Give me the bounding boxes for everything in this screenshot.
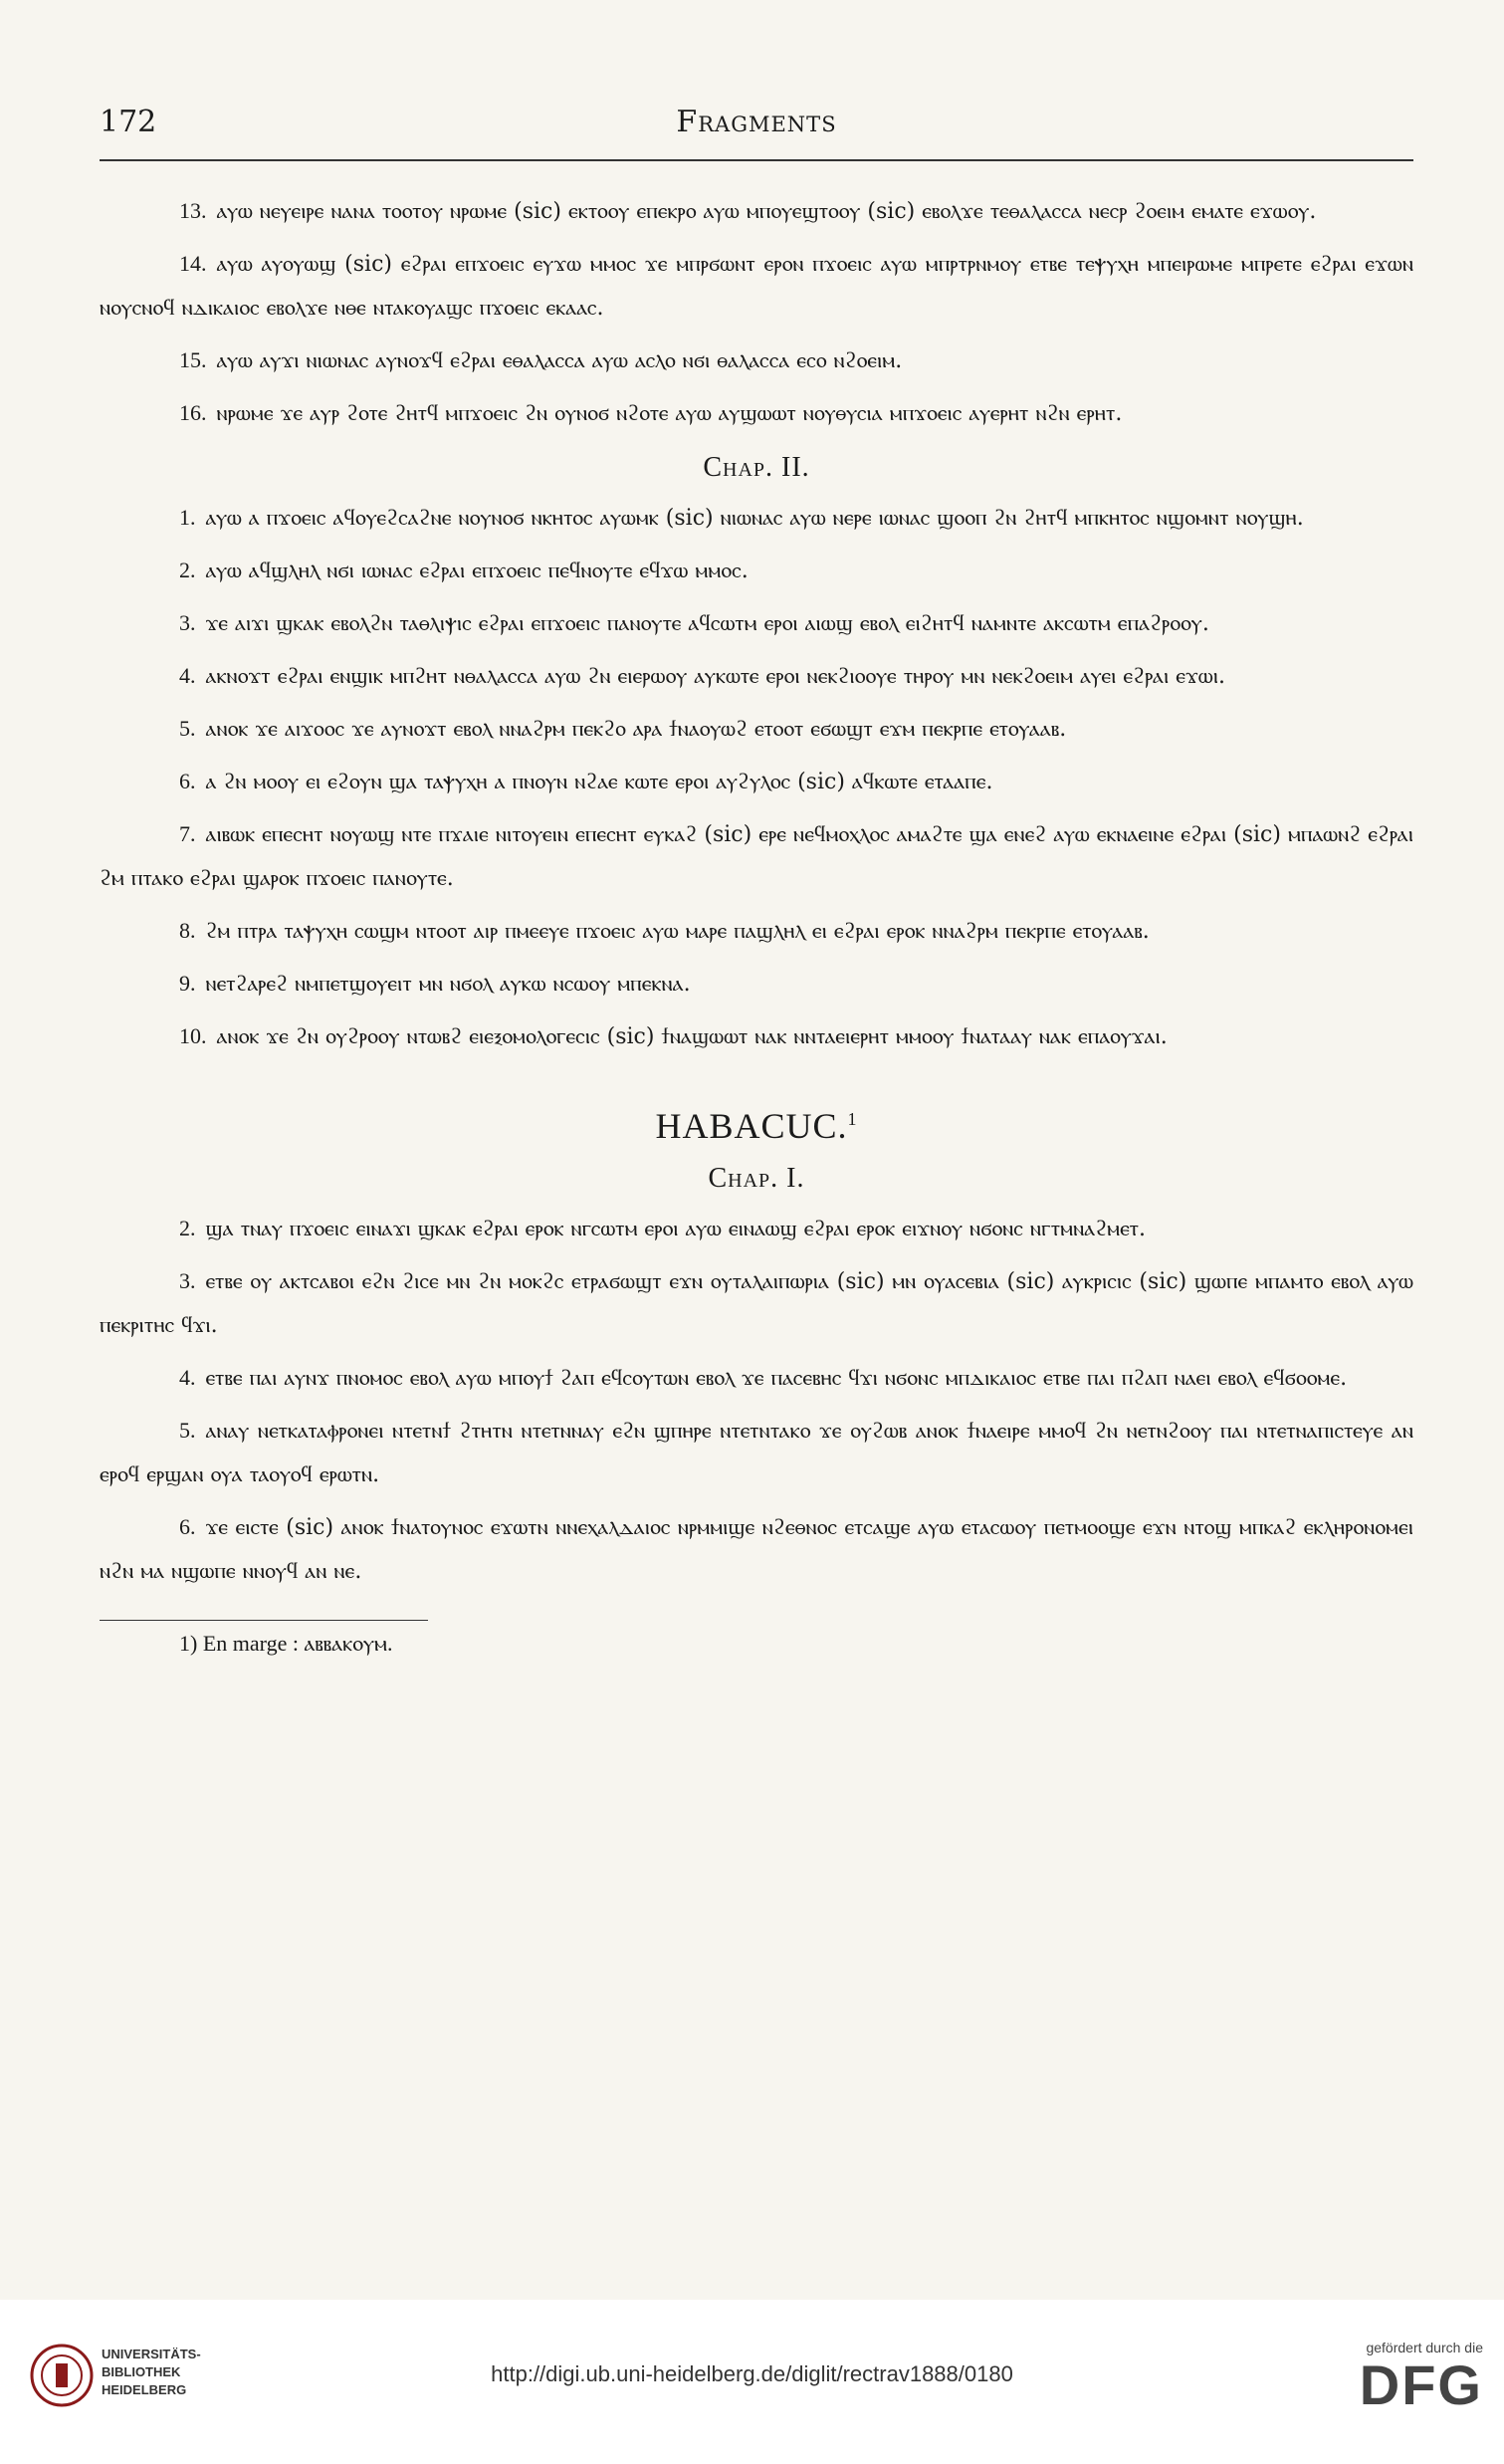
verse-text: ϩⲙ ⲡⲧⲣⲁ ⲧⲁⲯⲩⲭⲏ ⲥⲱϣⲙ ⲛⲧⲟⲟⲧ ⲁⲓⲣ ⲡⲙⲉⲉⲩⲉ ⲡϫⲟⲉⲓⲥ ⲁⲩⲱ ⲙⲁⲣⲉ ⲡⲁϣⲗⲏⲗ ⲉⲓ ⲉϩⲣⲁⲓ ⲉⲣⲟⲕ ⲛⲛⲁϩⲣⲙ ⲡⲉⲕⲣⲡⲉ ⲉⲧⲟⲩⲁⲁⲃ. xyxy=(205,919,1150,944)
verse-number: 6. xyxy=(179,1514,196,1539)
verse xyxy=(100,1505,1413,1594)
verse-text: ϫⲉ ⲉⲓⲥⲧⲉ (sic) ⲁⲛⲟⲕ ϯⲛⲁⲧⲟⲩⲛⲟⲥ ⲉϫⲱⲧⲛ ⲛⲛⲉⲭⲁⲗⲇⲁⲓⲟⲥ ⲛⲣⲙⲙⲓϣⲉ ⲛϩⲉⲑⲛⲟⲥ ⲉⲧⲥⲁϣⲉ ⲁⲩⲱ ⲉⲧⲁⲥⲱⲟⲩ ⲡⲉⲧⲙⲟⲟϣⲉ ⲉϫⲛ ⲛⲧⲟϣ ⲙⲡⲕⲁϩ ⲉⲕⲗⲏⲣⲟⲛⲟⲙⲉⲓ ⲛϩⲛ ⲙⲁ ⲛϣⲱⲡⲉ ⲛⲛⲟⲩϥ ⲁⲛ ⲛⲉ. xyxy=(100,1515,1413,1584)
verse xyxy=(100,654,1413,699)
verse xyxy=(100,760,1413,804)
verse xyxy=(100,496,1413,541)
verse-text: ⲁⲩⲱ ⲁⲩϫⲓ ⲛⲓⲱⲛⲁⲥ ⲁⲩⲛⲟϫϥ ⲉϩⲣⲁⲓ ⲉⲑⲁⲗⲁⲥⲥⲁ ⲁⲩⲱ ⲁⲥⲗⲟ ⲛϭⲓ ⲑⲁⲗⲁⲥⲥⲁ ⲉⲥⲟ ⲛϩⲟⲉⲓⲙ. xyxy=(216,348,903,373)
verse xyxy=(100,962,1413,1007)
verse-text: ϣⲁ ⲧⲛⲁⲩ ⲡϫⲟⲉⲓⲥ ⲉⲓⲛⲁϫⲓ ϣⲕⲁⲕ ⲉϩⲣⲁⲓ ⲉⲣⲟⲕ ⲛⲅⲥⲱⲧⲙ ⲉⲣⲟⲓ ⲁⲩⲱ ⲉⲓⲛⲁⲱϣ ⲉϩⲣⲁⲓ ⲉⲣⲟⲕ ⲉⲓϫⲛⲟⲩ ⲛϭⲟⲛⲥ ⲛⲅⲧⲙⲛⲁϩⲙⲉⲧ. xyxy=(205,1217,1147,1241)
verse-number: 5. xyxy=(179,1418,196,1443)
source-url-link[interactable]: http://digi.ub.uni-heidelberg.de/diglit/rectrav1888/0180 xyxy=(491,2361,1013,2386)
verse-text: ⲁⲩⲱ ⲛⲉⲩⲉⲓⲣⲉ ⲛⲁⲛⲁ ⲧⲟⲟⲧⲟⲩ ⲛⲣⲱⲙⲉ (sic) ⲉⲕⲧⲟⲟⲩ ⲉⲡⲉⲕⲣⲟ ⲁⲩⲱ ⲙⲡⲟⲩⲉϣⲧⲟⲟⲩ (sic) ⲉⲃⲟⲗϫⲉ ⲧⲉⲑⲁⲗⲁⲥⲥⲁ ⲛⲉⲥⲣ ϩⲟⲉⲓⲙ ⲉⲙⲁⲧⲉ ⲉϫⲱⲟⲩ. xyxy=(216,199,1317,224)
verse xyxy=(100,909,1413,954)
verse-text: ⲁⲩⲱ ⲁⲩⲟⲩⲱϣ (sic) ⲉϩⲣⲁⲓ ⲉⲡϫⲟⲉⲓⲥ ⲉⲩϫⲱ ⲙⲙⲟⲥ ϫⲉ ⲙⲡⲣϭⲱⲛⲧ ⲉⲣⲟⲛ ⲡϫⲟⲉⲓⲥ ⲁⲩⲱ ⲙⲡⲣⲧⲣⲛⲙⲟⲩ ⲉⲧⲃⲉ ⲧⲉⲯⲩⲭⲏ ⲙⲡⲉⲓⲣⲱⲙⲉ ⲙⲡⲣⲉⲧⲉ ⲉϩⲣⲁⲓ ⲉϫⲱⲛ ⲛⲟⲩⲥⲛⲟϥ ⲛⲇⲓⲕⲁⲓⲟⲥ ⲉⲃⲟⲗϫⲉ ⲛⲑⲉ ⲛⲧⲁⲕⲟⲩⲁϣⲥ ⲡϫⲟⲉⲓⲥ ⲉⲕⲁⲁⲥ. xyxy=(100,252,1413,321)
verse-number: 5. xyxy=(179,716,196,741)
verse-number: 4. xyxy=(179,1365,196,1390)
page-header xyxy=(100,105,1413,144)
verse-number: 16. xyxy=(179,400,207,425)
verse-text: ⲛⲣⲱⲙⲉ ϫⲉ ⲁⲩⲣ ϩⲟⲧⲉ ϩⲏⲧϥ ⲙⲡϫⲟⲉⲓⲥ ϩⲛ ⲟⲩⲛⲟϭ ⲛϩⲟⲧⲉ ⲁⲩⲱ ⲁⲩϣⲱⲱⲧ ⲛⲟⲩⲑⲩⲥⲓⲁ ⲙⲡϫⲟⲉⲓⲥ ⲁⲩⲉⲣⲏⲧ ⲛϩⲛ ⲉⲣⲏⲧ. xyxy=(216,401,1123,426)
verse xyxy=(100,1014,1413,1059)
verse xyxy=(100,549,1413,593)
verse-text: ⲁ ϩⲛ ⲙⲟⲟⲩ ⲉⲓ ⲉϩⲟⲩⲛ ϣⲁ ⲧⲁⲯⲩⲭⲏ ⲁ ⲡⲛⲟⲩⲛ ⲛϩⲁⲉ ⲕⲱⲧⲉ ⲉⲣⲟⲓ ⲁⲩϩⲩⲗⲟⲥ (sic) ⲁϥⲕⲱⲧⲉ ⲉⲧⲁⲁⲡⲉ. xyxy=(205,770,993,794)
book-title xyxy=(100,1105,1413,1147)
verse-text: ⲁⲕⲛⲟϫⲧ ⲉϩⲣⲁⲓ ⲉⲛϣⲓⲕ ⲙⲡϩⲏⲧ ⲛⲑⲁⲗⲁⲥⲥⲁ ⲁⲩⲱ ϩⲛ ⲉⲓⲉⲣⲱⲟⲩ ⲁⲩⲕⲱⲧⲉ ⲉⲣⲟⲓ ⲛⲉⲕϩⲓⲟⲟⲩⲉ ⲧⲏⲣⲟⲩ ⲙⲛ ⲛⲉⲕϩⲟⲉⲓⲙ ⲁⲩⲉⲓ ⲉϩⲣⲁⲓ ⲉϫⲱⲓ. xyxy=(205,664,1225,689)
page-number: 172 xyxy=(100,105,157,139)
verse-number: 3. xyxy=(179,610,196,635)
chapter-2-verses xyxy=(100,496,1413,1059)
verse-text: ⲁⲓⲃⲱⲕ ⲉⲡⲉⲥⲏⲧ ⲛⲟⲩⲱϣ ⲛⲧⲉ ⲡϫⲁⲓⲉ ⲛⲓⲧⲟⲩⲉⲓⲛ ⲉⲡⲉⲥⲏⲧ ⲉⲩⲕⲁϩ (sic) ⲉⲣⲉ ⲛⲉϥⲙⲟⲭⲗⲟⲥ ⲁⲙⲁϩⲧⲉ ϣⲁ ⲉⲛⲉϩ ⲁⲩⲱ ⲉⲕⲛⲁⲉⲓⲛⲉ ⲉϩⲣⲁⲓ (sic) ⲙⲡⲁⲱⲛϩ ⲉϩⲣⲁⲓ ϩⲙ ⲡⲧⲁⲕⲟ ⲉϩⲣⲁⲓ ϣⲁⲣⲟⲕ ⲡϫⲟⲉⲓⲥ ⲡⲁⲛⲟⲩⲧⲉ. xyxy=(100,822,1413,891)
verse xyxy=(100,189,1413,234)
footnote: 1) En marge : ⲁⲃⲃⲁⲕⲟⲩⲙ. xyxy=(179,1631,393,1656)
book-title-text: HABACUC. xyxy=(655,1106,848,1146)
verse-number: 14. xyxy=(179,251,207,276)
library-name-line: UNIVERSITÄTS- xyxy=(102,2347,201,2361)
library-name-line: BIBLIOTHEK xyxy=(102,2364,181,2379)
verse-text: ⲉⲧⲃⲉ ⲡⲁⲓ ⲁⲩⲛϫ ⲡⲛⲟⲙⲟⲥ ⲉⲃⲟⲗ ⲁⲩⲱ ⲙⲡⲟⲩϯ ϩⲁⲡ ⲉϥⲥⲟⲩⲧⲱⲛ ⲉⲃⲟⲗ ϫⲉ ⲡⲁⲥⲉⲃⲏⲥ ϥϫⲓ ⲛϭⲟⲛⲥ ⲙⲡⲇⲓⲕⲁⲓⲟⲥ ⲉⲧⲃⲉ ⲡⲁⲓ ⲡϩⲁⲡ ⲛⲁⲉⲓ ⲉⲃⲟⲗ ⲉϥϭⲟⲟⲙⲉ. xyxy=(205,1366,1348,1391)
verse-text: ϫⲉ ⲁⲓϫⲓ ϣⲕⲁⲕ ⲉⲃⲟⲗϩⲛ ⲧⲁⲑⲗⲓⲯⲓⲥ ⲉϩⲣⲁⲓ ⲉⲡϫⲟⲉⲓⲥ ⲡⲁⲛⲟⲩⲧⲉ ⲁϥⲥⲱⲧⲙ ⲉⲣⲟⲓ ⲁⲓⲱϣ ⲉⲃⲟⲗ ⲉⲓϩⲏⲧϥ ⲛⲁⲙⲛⲧⲉ ⲁⲕⲥⲱⲧⲙ ⲉⲡⲁϩⲣⲟⲟⲩ. xyxy=(205,611,1209,636)
dfg-wordmark: DFG xyxy=(1359,2353,1483,2416)
habacuc-verses xyxy=(100,1207,1413,1594)
verse-number: 10. xyxy=(179,1023,207,1048)
verse xyxy=(100,707,1413,752)
verse xyxy=(100,391,1413,436)
header-rule xyxy=(100,159,1413,161)
verse-number: 6. xyxy=(179,769,196,793)
footnote-rule xyxy=(100,1620,428,1621)
verse xyxy=(100,1356,1413,1401)
chapter-heading: Chap. II. xyxy=(703,452,810,483)
verse-number: 2. xyxy=(179,558,196,582)
verse-number: 8. xyxy=(179,918,196,943)
verse-text: ⲁⲛⲁⲩ ⲛⲉⲧⲕⲁⲧⲁⲫⲣⲟⲛⲉⲓ ⲛⲧⲉⲧⲛϯ ϩⲧⲏⲧⲛ ⲛⲧⲉⲧⲛⲛⲁⲩ ⲉϩⲛ ϣⲡⲏⲣⲉ ⲛⲧⲉⲧⲛⲧⲁⲕⲟ ϫⲉ ⲟⲩϩⲱⲃ ⲁⲛⲟⲕ ϯⲛⲁⲉⲓⲣⲉ ⲙⲙⲟϥ ϩⲛ ⲛⲉⲧⲛϩⲟⲟⲩ ⲡⲁⲓ ⲛⲧⲉⲧⲛⲁⲡⲓⲥⲧⲉⲩⲉ ⲁⲛ ⲉⲣⲟϥ ⲉⲣϣⲁⲛ ⲟⲩⲁ ⲧⲁⲟⲩⲟϥ ⲉⲣⲱⲧⲛ. xyxy=(100,1419,1413,1487)
verse-text: ⲁⲩⲱ ⲁ ⲡϫⲟⲉⲓⲥ ⲁϥⲟⲩⲉϩⲥⲁϩⲛⲉ ⲛⲟⲩⲛⲟϭ ⲛⲕⲏⲧⲟⲥ ⲁⲩⲱⲙⲕ (sic) ⲛⲓⲱⲛⲁⲥ ⲁⲩⲱ ⲛⲉⲣⲉ ⲓⲱⲛⲁⲥ ϣⲟⲟⲡ ϩⲛ ϩⲏⲧϥ ⲙⲡⲕⲏⲧⲟⲥ ⲛϣⲟⲙⲛⲧ ⲛⲟⲩϣⲏ. xyxy=(205,506,1304,531)
funded-by-text: gefördert durch die xyxy=(1366,2340,1483,2355)
verse-number: 7. xyxy=(179,821,196,846)
verse xyxy=(100,338,1413,383)
verse-text: ⲛⲉⲧϩⲁⲣⲉϩ ⲛⲙⲡⲉⲧϣⲟⲩⲉⲓⲧ ⲙⲛ ⲛϭⲟⲗ ⲁⲩⲕⲱ ⲛⲥⲱⲟⲩ ⲙⲡⲉⲕⲛⲁ. xyxy=(205,972,691,997)
verse-text: ⲁⲛⲟⲕ ϫⲉ ⲁⲓϫⲟⲟⲥ ϫⲉ ⲁⲩⲛⲟϫⲧ ⲉⲃⲟⲗ ⲛⲛⲁϩⲣⲙ ⲡⲉⲕϩⲟ ⲁⲣⲁ ϯⲛⲁⲟⲩⲱϩ ⲉⲧⲟⲟⲧ ⲉϭⲱϣⲧ ⲉϫⲙ ⲡⲉⲕⲣⲡⲉ ⲉⲧⲟⲩⲁⲁⲃ. xyxy=(205,717,1067,742)
chapter-heading-habacuc: Chap. I. xyxy=(708,1163,805,1194)
verse xyxy=(100,1207,1413,1251)
library-name-line: HEIDELBERG xyxy=(102,2382,187,2397)
verse xyxy=(100,601,1413,646)
verse-number: 4. xyxy=(179,663,196,688)
verse-number: 15. xyxy=(179,347,207,372)
verse-number: 9. xyxy=(179,971,196,996)
verse xyxy=(100,1259,1413,1348)
verse-number: 1. xyxy=(179,505,196,530)
verse-text: ⲁⲩⲱ ⲁϥϣⲗⲏⲗ ⲛϭⲓ ⲓⲱⲛⲁⲥ ⲉϩⲣⲁⲓ ⲉⲡϫⲟⲉⲓⲥ ⲡⲉϥⲛⲟⲩⲧⲉ ⲉϥϫⲱ ⲙⲙⲟⲥ. xyxy=(205,559,749,583)
footer-bar xyxy=(0,2300,1504,2464)
verse-number: 3. xyxy=(179,1268,196,1293)
verse-number: 2. xyxy=(179,1216,196,1240)
verse xyxy=(100,812,1413,901)
footnote-marker: 1 xyxy=(847,1109,858,1129)
running-title: Fragments xyxy=(676,105,837,139)
chapter-1-verses xyxy=(100,189,1413,436)
verse-text: ⲁⲛⲟⲕ ϫⲉ ϩⲛ ⲟⲩϩⲣⲟⲟⲩ ⲛⲧⲱⲃϩ ⲉⲓⲉⲝⲟⲙⲟⲗⲟⲅⲉⲥⲓⲥ (sic) ϯⲛⲁϣⲱⲱⲧ ⲛⲁⲕ ⲛⲛⲧⲁⲉⲓⲉⲣⲏⲧ ⲙⲙⲟⲟⲩ ϯⲛⲁⲧⲁⲁⲩ ⲛⲁⲕ ⲉⲡⲁⲟⲩϫⲁⲓ. xyxy=(216,1024,1168,1049)
verse-number: 13. xyxy=(179,198,207,223)
verse xyxy=(100,242,1413,331)
dfg-logo[interactable] xyxy=(1314,2340,1483,2429)
verse xyxy=(100,1409,1413,1497)
text-body xyxy=(100,189,1413,1657)
verse-text: ⲉⲧⲃⲉ ⲟⲩ ⲁⲕⲧⲥⲁⲃⲟⲓ ⲉϩⲛ ϩⲓⲥⲉ ⲙⲛ ϩⲛ ⲙⲟⲕϩⲥ ⲉⲧⲣⲁϭⲱϣⲧ ⲉϫⲛ ⲟⲩⲧⲁⲗⲁⲓⲡⲱⲣⲓⲁ (sic) ⲙⲛ ⲟⲩⲁⲥⲉⲃⲓⲁ (sic) ⲁⲩⲕⲣⲓⲥⲓⲥ (sic) ϣⲱⲡⲉ ⲙⲡⲁⲙⲧⲟ ⲉⲃⲟⲗ ⲁⲩⲱ ⲡⲉⲕⲣⲓⲧⲏⲥ ϥϫⲓ. xyxy=(100,1269,1413,1338)
